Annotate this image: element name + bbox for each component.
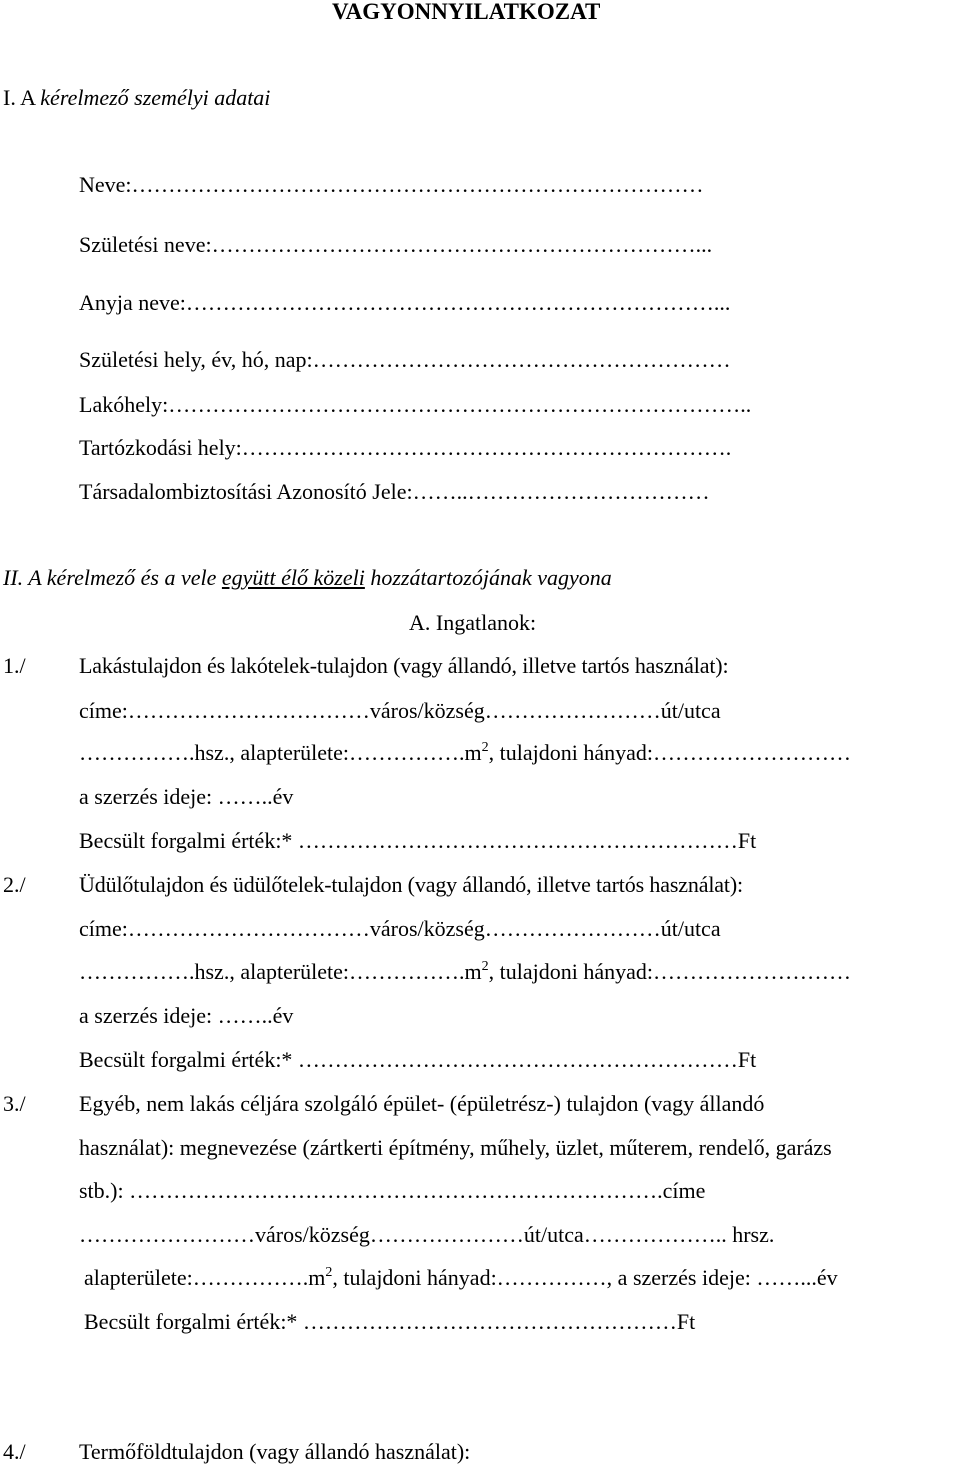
item-1-area-unit-exponent: 2 (481, 740, 489, 755)
real-estate-subheading: A. Ingatlanok: (409, 610, 537, 635)
section-2-heading-pre: II. A kérelmező és a vele (3, 565, 222, 590)
item-3-area-pre: alapterülete:…………….m (84, 1265, 326, 1290)
document-title: VAGYONNYILATKOZAT (332, 0, 601, 24)
item-1-number: 1./ (3, 653, 26, 678)
field-social-security-id[interactable]: Társadalombiztosítási Azonosító Jele:……..…………………………… (79, 479, 710, 504)
section-2-heading-underlined: együtt élő közeli (221, 565, 365, 590)
item-3-number: 3./ (3, 1091, 26, 1116)
section-1-heading (3, 87, 270, 109)
item-3-line-3[interactable]: stb.): ……………………………………………………………….címe (79, 1178, 706, 1203)
item-4-number: 4./ (3, 1439, 26, 1464)
section-2-heading (3, 567, 612, 589)
item-1-area[interactable] (79, 742, 851, 764)
item-4-title: Termőföldtulajdon (vagy állandó használat): (79, 1439, 471, 1464)
item-1-acquired[interactable]: a szerzés ideje: ……..év (79, 784, 294, 809)
item-1-value[interactable]: Becsült forgalmi érték:* ……………………………………………………Ft (79, 828, 757, 853)
field-mother-name[interactable]: Anyja neve:………………………………………………………………... (79, 290, 731, 315)
item-1-title: Lakástulajdon és lakótelek-tulajdon (vagy állandó, illetve tartós használat): (79, 653, 729, 678)
item-1-area-pre: …………….hsz., alapterülete:…………….m (79, 740, 482, 765)
item-3-line-2: használat): megnevezése (zártkerti építmény, műhely, üzlet, műterem, rendelő, garázs (79, 1135, 832, 1160)
field-stay-place[interactable]: Tartózkodási hely:…………………………………………………………. (79, 435, 732, 460)
item-2-area-pre: …………….hsz., alapterülete:…………….m (79, 959, 482, 984)
item-2-title: Üdülőtulajdon és üdülőtelek-tulajdon (vagy állandó, illetve tartós használat): (79, 872, 744, 897)
item-2-area-post: , tulajdoni hányad:……………………… (488, 959, 852, 984)
item-3-line-5[interactable] (84, 1267, 838, 1289)
section-2-heading-post: hozzátartozójának vagyona (364, 565, 612, 590)
item-1-area-post: , tulajdoni hányad:……………………… (488, 740, 852, 765)
item-2-acquired[interactable]: a szerzés ideje: ……..év (79, 1003, 294, 1028)
item-1-address[interactable]: címe:……………………………város/község……………………út/utca (79, 698, 721, 723)
item-2-address[interactable]: címe:……………………………város/község……………………út/utca (79, 916, 721, 941)
item-2-number: 2./ (3, 872, 26, 897)
item-3-line-4[interactable]: ……………………város/község…………………út/utca……………….. hrsz. (79, 1222, 775, 1247)
field-name[interactable]: Neve:…………………………………………………………………… (79, 172, 704, 197)
section-1-title: kérelmező személyi adatai (40, 85, 271, 110)
item-2-area-unit-exponent: 2 (481, 959, 489, 974)
field-residence[interactable]: Lakóhely:…………………………………………………………………….. (79, 392, 752, 417)
section-1-number: I. A (3, 85, 35, 110)
item-3-area-unit-exponent: 2 (325, 1265, 333, 1280)
item-3-area-post: , tulajdoni hányad:……………, a szerzés ideje: ……...év (332, 1265, 838, 1290)
item-3-line-1: Egyéb, nem lakás céljára szolgáló épület- (épületrész-) tulajdon (vagy állandó (79, 1091, 765, 1116)
item-3-value[interactable]: Becsült forgalmi érték:* ……………………………………………Ft (84, 1309, 696, 1334)
item-2-area[interactable] (79, 961, 851, 983)
field-birth-name[interactable]: Születési neve:…………………………………………………………... (79, 232, 713, 257)
item-2-value[interactable]: Becsült forgalmi érték:* ……………………………………………………Ft (79, 1047, 757, 1072)
field-birth-place-date[interactable]: Születési hely, év, hó, nap:………………………………………………… (79, 347, 731, 372)
